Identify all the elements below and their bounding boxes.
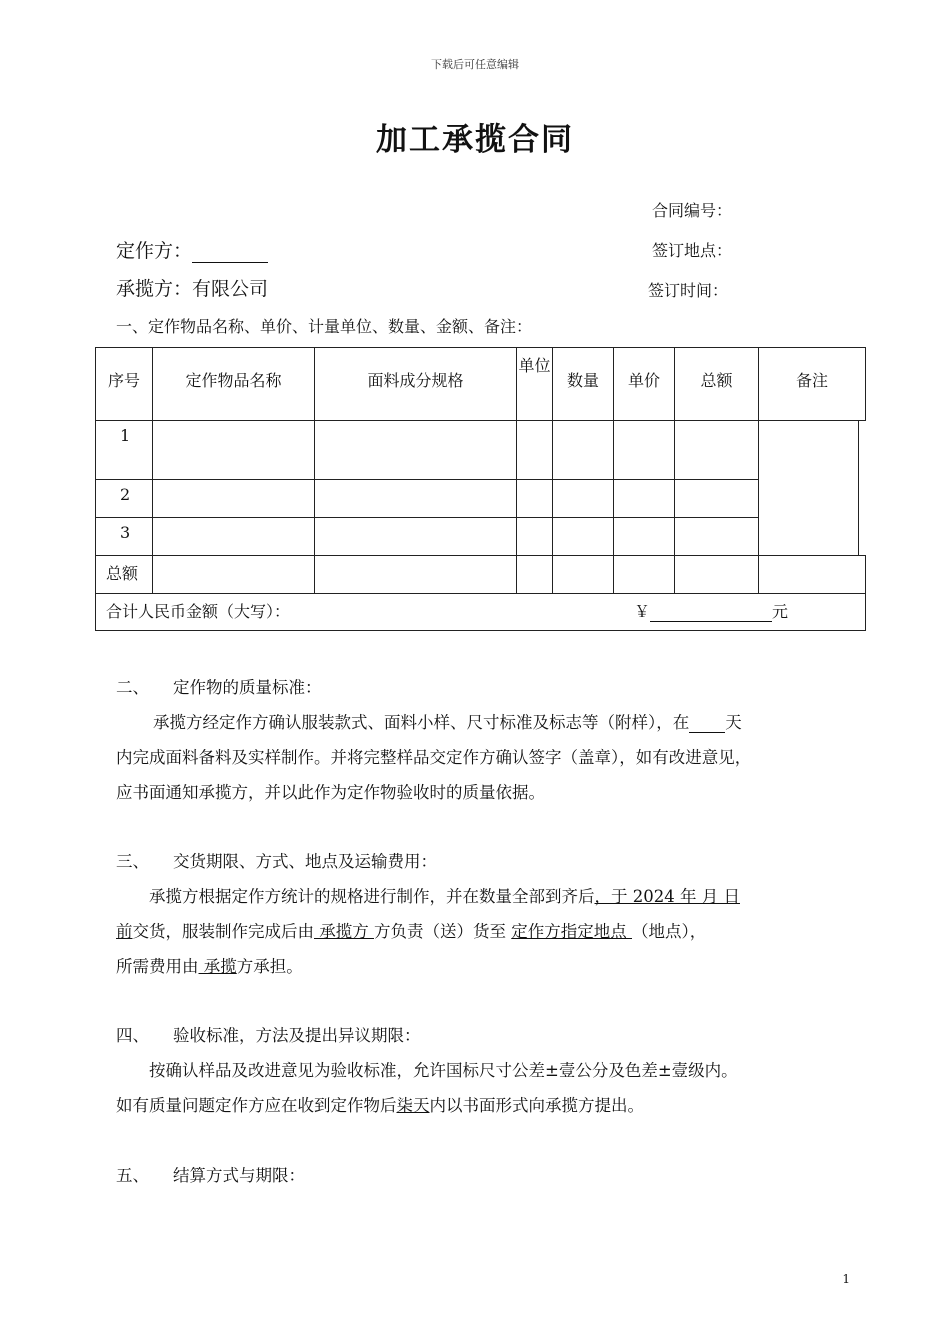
section2-number: 二、 (116, 678, 149, 697)
cell-fabric-spec[interactable] (315, 480, 517, 518)
cell-total[interactable] (675, 518, 759, 556)
contractor-value: 有限公司 (192, 278, 269, 300)
cell-fabric-spec[interactable] (315, 421, 517, 480)
col-header-quantity: 数量 (553, 348, 614, 421)
sign-time-label: 签订时间： (648, 281, 729, 300)
rmb-amount-blank[interactable] (650, 605, 772, 622)
section4-line1: 按确认样品及改进意见为验收标准，允许国标尺寸公差±壹公分及色差±壹级内。 (149, 1061, 738, 1080)
table-rmb-row (96, 594, 866, 631)
cell-quantity[interactable] (553, 518, 614, 556)
page-number: 1 (842, 1272, 850, 1286)
cell-fabric-spec[interactable] (315, 518, 517, 556)
cell-item-name[interactable] (153, 518, 315, 556)
cell-quantity[interactable] (553, 480, 614, 518)
objection-period[interactable]: 柒天 (396, 1096, 430, 1115)
col-header-fabric-spec: 面料成分规格 (315, 348, 517, 421)
section4-number: 四、 (116, 1026, 149, 1045)
section5-heading: 结算方式与期限： (173, 1166, 305, 1185)
section2-line1 (153, 709, 742, 733)
section2-text: 承揽方经定作方确认服装款式、面料小样、尺寸标准及标志等（附样），在 (153, 713, 690, 732)
section1-heading: 一、定作物品名称、单价、计量单位、数量、金额、备注： (116, 317, 533, 336)
col-header-item-name: 定作物品名称 (153, 348, 315, 421)
currency-unit: 元 (772, 602, 789, 621)
cell-unit-price[interactable] (614, 518, 675, 556)
contractor-party-line (116, 274, 268, 301)
section3-text: 交货，服装制作完成后由 (132, 922, 314, 941)
cell-item-name[interactable] (153, 480, 315, 518)
row-seq: 3 (96, 518, 153, 556)
col-header-remark: 备注 (759, 348, 866, 421)
days-blank[interactable] (689, 716, 725, 733)
table-total-row (96, 556, 866, 594)
section3-line2 (116, 918, 706, 942)
delivery-responsible-party[interactable]: 承揽方 (314, 922, 374, 941)
cell-total[interactable] (675, 556, 759, 594)
cell-item-name[interactable] (153, 421, 315, 480)
table-row (96, 421, 866, 480)
section3-text: 所需费用由 (116, 957, 199, 976)
contract-number-label: 合同编号： (652, 201, 733, 220)
section2-text: 天 (725, 713, 742, 732)
cell-fabric-spec[interactable] (315, 556, 517, 594)
cell-unit-price[interactable] (614, 421, 675, 480)
cell-unit-price[interactable] (614, 556, 675, 594)
section2-line2: 内完成面料备料及实样制作。并将完整样品交定作方确认签字（盖章），如有改进意见， (116, 748, 752, 767)
section5-heading-line (116, 1162, 305, 1186)
section2-heading-line (116, 674, 322, 698)
currency-symbol: ￥ (634, 602, 651, 621)
section4-heading-line (116, 1022, 421, 1046)
col-header-unit: 单位 (517, 348, 553, 421)
section4-text: 内以书面形式向承揽方提出。 (429, 1096, 644, 1115)
cell-item-name[interactable] (153, 556, 315, 594)
section4-text: 如有质量问题定作方应在收到定作物后 (116, 1096, 397, 1115)
cell-total[interactable] (675, 421, 759, 480)
section4-line2 (116, 1092, 644, 1116)
row-seq: 2 (96, 480, 153, 518)
section3-heading-line (116, 848, 437, 872)
document-title: 加工承揽合同 (376, 122, 574, 158)
section2-heading: 定作物的质量标准： (173, 678, 322, 697)
rmb-amount (634, 599, 788, 622)
table-row (96, 480, 866, 518)
col-header-seq: 序号 (96, 348, 153, 421)
client-blank (192, 244, 268, 263)
cell-quantity[interactable] (553, 421, 614, 480)
section3-heading: 交货期限、方式、地点及运输费用： (173, 852, 437, 871)
rmb-total-label: 合计人民币金额（大写）： (106, 602, 291, 621)
section3-number: 三、 (116, 852, 149, 871)
cell-unit-price[interactable] (614, 480, 675, 518)
client-party-line (116, 236, 268, 263)
section2-line3: 应书面通知承揽方，并以此作为定作物验收时的质量依据。 (116, 783, 545, 802)
row-seq: 1 (96, 421, 153, 480)
delivery-date[interactable]: ，于 2024 年 月 日 (594, 887, 740, 906)
items-table (95, 347, 866, 631)
cell-unit[interactable] (517, 421, 553, 480)
cell-quantity[interactable] (553, 556, 614, 594)
section4-heading: 验收标准，方法及提出异议期限： (173, 1026, 421, 1045)
section3-text: 方承担。 (236, 957, 303, 976)
section3-line3 (116, 953, 303, 977)
section3-text: 方负责（送）货至 (374, 922, 512, 941)
section3-text: （地点）， (632, 922, 707, 941)
cell-unit[interactable] (517, 518, 553, 556)
cell-remark[interactable] (759, 421, 866, 556)
col-header-unit-price: 单价 (614, 348, 675, 421)
section5-number: 五、 (116, 1166, 149, 1185)
header-note: 下载后可任意编辑 (431, 58, 519, 71)
table-row (96, 518, 866, 556)
cell-total[interactable] (675, 480, 759, 518)
cell-unit[interactable] (517, 556, 553, 594)
cell-unit[interactable] (517, 480, 553, 518)
section3-text: 承揽方根据定作方统计的规格进行制作，并在数量全部到齐后 (149, 887, 595, 906)
cost-bearer[interactable]: 承揽 (198, 957, 237, 976)
rmb-total-cell (96, 594, 866, 631)
cell-remark[interactable] (759, 556, 866, 594)
contractor-label: 承揽方： (116, 278, 193, 300)
delivery-location[interactable]: 定作方指定地点 (511, 922, 632, 941)
delivery-date-suffix: 前 (116, 922, 133, 941)
total-label: 总额 (96, 556, 153, 594)
table-header-row (96, 348, 866, 421)
col-header-total: 总额 (675, 348, 759, 421)
sign-place-label: 签订地点： (652, 241, 733, 260)
client-label: 定作方： (116, 240, 193, 262)
section3-line1 (149, 883, 740, 907)
